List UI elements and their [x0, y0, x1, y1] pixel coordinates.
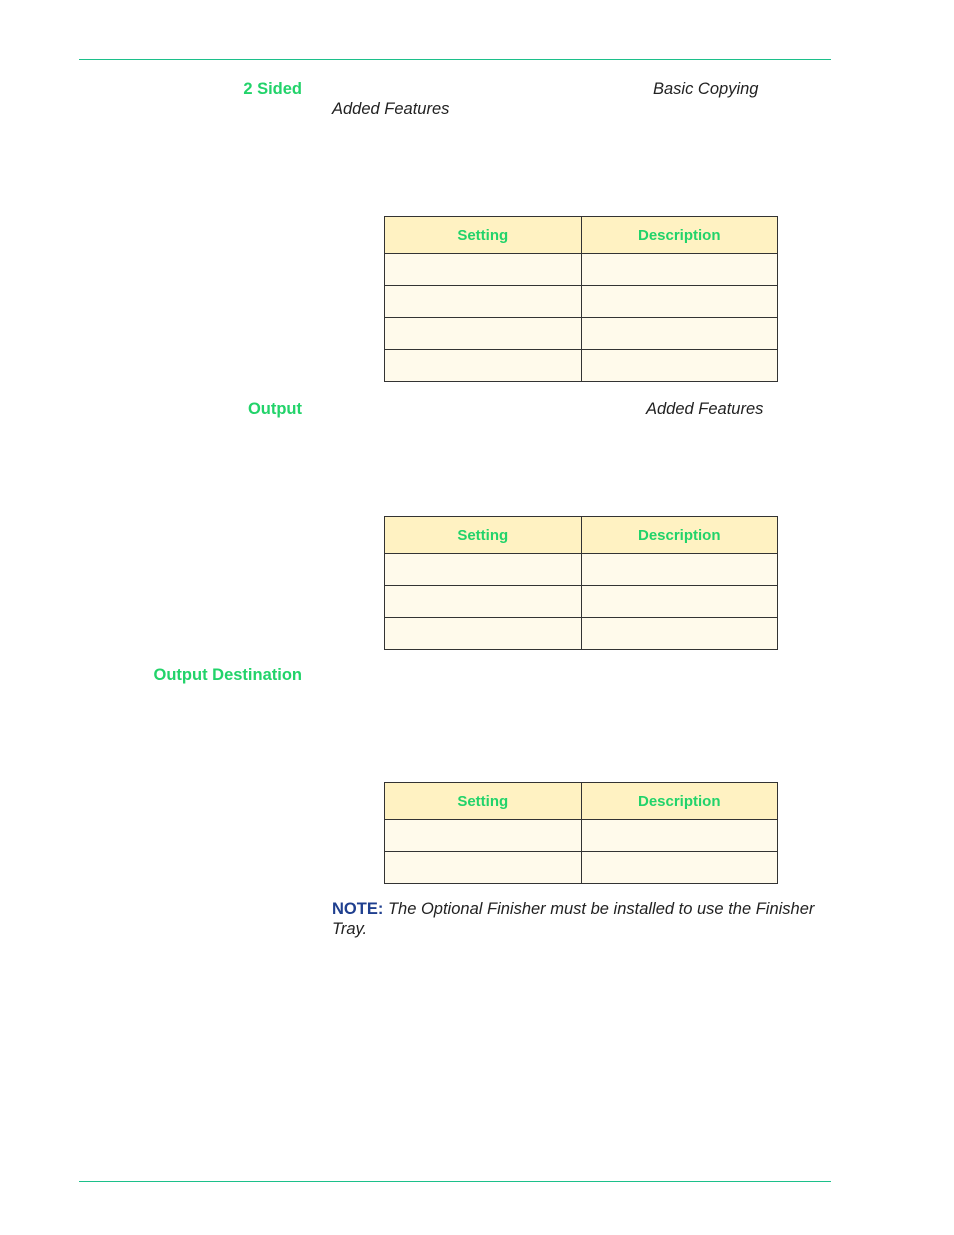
- output-added-features-reference: Added Features: [646, 400, 764, 418]
- setting-cell: [385, 554, 582, 586]
- setting-cell: [385, 852, 582, 884]
- description-cell: [581, 820, 778, 852]
- setting-cell: [385, 254, 582, 286]
- table-row: [385, 554, 778, 586]
- note-text: The Optional Finisher must be installed to use the Finisher Tray.: [332, 900, 815, 938]
- table-header-row: [385, 517, 778, 554]
- output-settings-table: [384, 516, 778, 650]
- output-heading: Output: [247, 400, 302, 418]
- setting-column-header: Setting: [385, 217, 582, 254]
- setting-column-header: Setting: [385, 517, 582, 554]
- table-row: [385, 618, 778, 650]
- output-destination-heading: Output Destination: [153, 666, 302, 684]
- footer-rule: [79, 1181, 831, 1182]
- table-header-row: [385, 783, 778, 820]
- setting-cell: [385, 820, 582, 852]
- header-rule: [79, 59, 831, 60]
- description-cell: [581, 852, 778, 884]
- basic-copying-reference: Basic Copying: [653, 80, 759, 98]
- table-header-row: [385, 217, 778, 254]
- description-column-header: Description: [581, 217, 778, 254]
- setting-cell: [385, 350, 582, 382]
- table-row: [385, 318, 778, 350]
- table-row: [385, 286, 778, 318]
- description-cell: [581, 586, 778, 618]
- description-cell: [581, 286, 778, 318]
- added-features-reference: Added Features: [332, 100, 450, 118]
- setting-cell: [385, 618, 582, 650]
- description-cell: [581, 318, 778, 350]
- setting-cell: [385, 318, 582, 350]
- description-column-header: Description: [581, 517, 778, 554]
- setting-column-header: Setting: [385, 783, 582, 820]
- description-cell: [581, 350, 778, 382]
- table-row: [385, 586, 778, 618]
- table-row: [385, 820, 778, 852]
- description-column-header: Description: [581, 783, 778, 820]
- setting-cell: [385, 586, 582, 618]
- two-sided-heading: 2 Sided: [243, 80, 302, 98]
- description-cell: [581, 554, 778, 586]
- output-destination-settings-table: [384, 782, 778, 884]
- table-row: [385, 350, 778, 382]
- description-cell: [581, 254, 778, 286]
- table-row: [385, 852, 778, 884]
- setting-cell: [385, 286, 582, 318]
- description-cell: [581, 618, 778, 650]
- finisher-note: [332, 899, 832, 939]
- two-sided-settings-table: [384, 216, 778, 382]
- note-label: NOTE:: [332, 900, 384, 918]
- table-row: [385, 254, 778, 286]
